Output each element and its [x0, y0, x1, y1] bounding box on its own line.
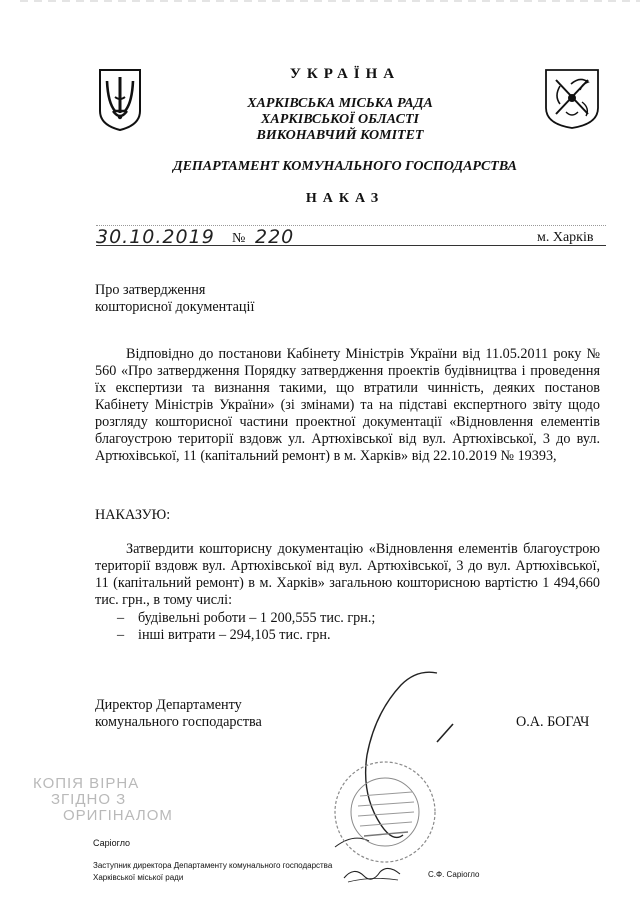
ukraine-trident-emblem-icon: [97, 67, 143, 133]
handwritten-number: 220: [255, 226, 295, 248]
org-line-region: ХАРКІВСЬКОЇ ОБЛАСТІ: [261, 112, 419, 127]
signatory-position-line-1: Директор Департаменту: [95, 697, 242, 713]
round-seal-icon: [330, 752, 440, 872]
department-title: ДЕПАРТАМЕНТ КОМУНАЛЬНОГО ГОСПОДАРСТВА: [173, 159, 517, 174]
executor-name: Саріогло: [93, 838, 131, 848]
stamp-line-1: КОПІЯ ВІРНА: [33, 775, 140, 792]
copy-certified-stamp: [33, 776, 173, 824]
preamble-paragraph: Відповідно до постанови Кабінету Міністрів України від 11.05.2011 року № 560 «Про затвердження Порядку затвердження проектів будівництва і проведення їх експертизи та визнання такими, що втратили чинність, деяких постанов Кабінету Міністрів України» (зі змінами) та на підставі експертного звіту щодо розгляду кошторисної частини проектної документації «Відновлення елементів благоустрою території вздовж ул. Артюхівської від вул. Артюхівської, 3 до вул. Артюхівської, 11 (капітальний ремонт) в м. Харків» від 22.10.2019 № 19393,: [95, 346, 600, 464]
deputy-signature: [342, 862, 404, 886]
document-type-title: НАКАЗ: [305, 191, 385, 206]
subject-block: [95, 282, 254, 316]
list-dash: –: [117, 627, 125, 643]
stamp-line-2: ЗГІДНО З: [51, 791, 127, 808]
list-item-text: будівельні роботи – 1 200,555 тис. грн.;: [138, 610, 376, 626]
subject-line-2: кошторисної документації: [95, 299, 255, 315]
country-title: УКРАЇНА: [289, 66, 401, 82]
list-item: [117, 610, 597, 627]
list-item-text: інші витрати – 294,105 тис. грн.: [138, 627, 331, 643]
certification-line-2: Харківської міської ради: [93, 873, 184, 882]
list-dash: –: [117, 610, 125, 626]
org-name-block: [190, 96, 490, 144]
order-paragraph: Затвердити кошторисну документацію «Відновлення елементів благоустрою території вздовж вул. Артюхівської від вул. Артюхівської, 3 до вул. Артюхівської, 11 (капітальний ремонт) в м. Харків» загальною кошторисною вартістю 1 494,660 тис. грн., в тому числі:: [95, 541, 600, 608]
number-sign: №: [232, 231, 246, 246]
city-label: м. Харків: [537, 230, 594, 245]
scan-top-edge: [0, 0, 640, 10]
subject-line-1: Про затвердження: [95, 282, 206, 298]
signatory-position: [95, 697, 262, 731]
certification-line-1: Заступник директора Департаменту комунального господарства: [93, 861, 333, 870]
org-line-executive-committee: ВИКОНАВЧИЙ КОМІТЕТ: [256, 128, 424, 143]
signature-tick: [433, 722, 457, 746]
stamp-line-3: ОРИГІНАЛОМ: [63, 807, 173, 824]
signatory-position-line-2: комунального господарства: [95, 714, 262, 730]
org-line-city-council: ХАРКІВСЬКА МІСЬКА РАДА: [247, 96, 433, 111]
list-item: [117, 627, 597, 644]
order-word: НАКАЗУЮ:: [95, 507, 171, 523]
signatory-name: О.А. БОГАЧ: [516, 714, 590, 730]
certification-name: С.Ф. Саріогло: [428, 870, 480, 879]
cost-list: [117, 610, 597, 644]
handwritten-date: 30.10.2019: [96, 226, 215, 248]
certification-block: [93, 860, 332, 884]
kharkiv-coat-of-arms-icon: [544, 68, 600, 130]
